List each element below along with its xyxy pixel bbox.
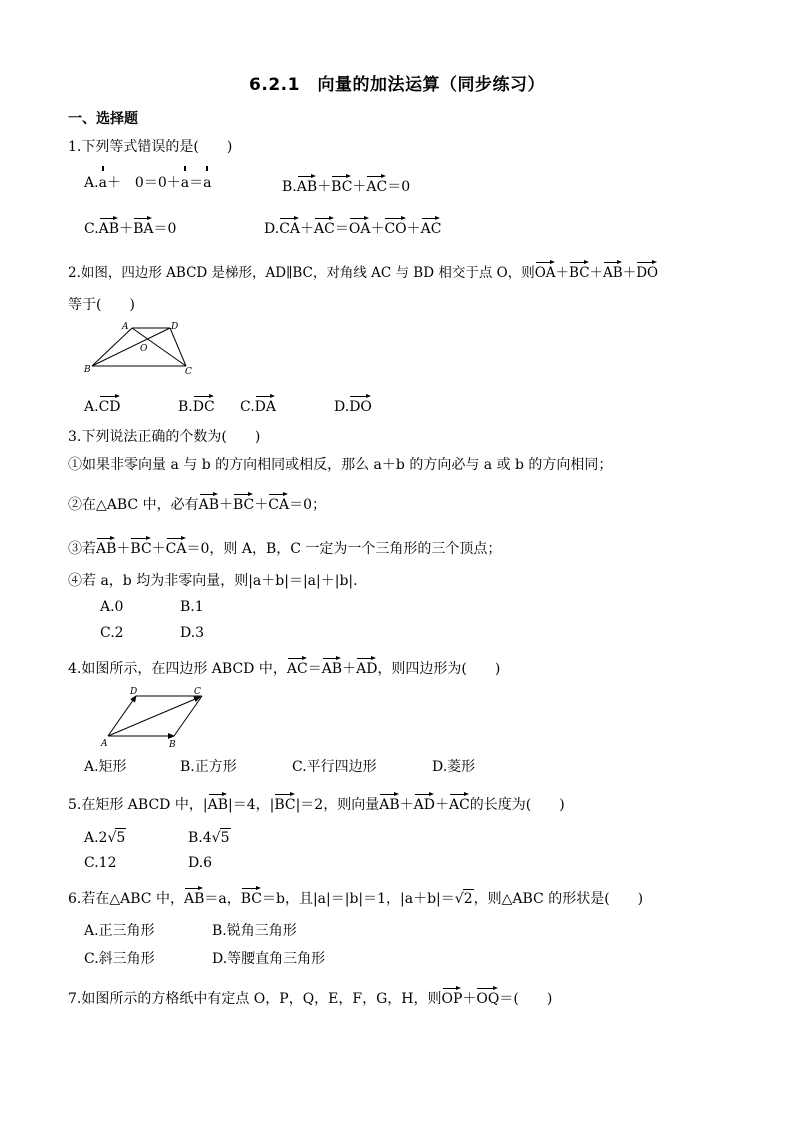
- label-c: C: [194, 687, 201, 697]
- q3-option-c: C.2: [100, 625, 124, 641]
- q3-option-a: A.0: [100, 599, 124, 615]
- q2-option-b: B.DC: [178, 394, 215, 416]
- q4-option-c: C.平行四边形: [292, 759, 377, 775]
- q3-option-d: D.3: [180, 625, 205, 641]
- label-b: B: [84, 365, 91, 375]
- q5-option-d: D.6: [188, 855, 213, 871]
- q4-option-b: B.正方形: [180, 759, 237, 775]
- parallelogram-figure: [96, 684, 214, 750]
- q6-option-a: A.正三角形: [84, 923, 155, 939]
- label-d: D: [171, 322, 179, 332]
- q5-option-c: C.12: [84, 855, 117, 871]
- label-o: O: [140, 344, 148, 354]
- trapezoid-figure: [82, 318, 200, 378]
- q5-option-b: B.4√5: [188, 830, 230, 846]
- q3-statement-2: ②在△ABC 中，必有AB＋BC＋CA＝0；: [68, 492, 326, 514]
- q4-option-a: A.矩形: [84, 759, 127, 775]
- q5-stem: 5.在矩形 ABCD 中，|AB|＝4，|BC|＝2，则向量AB＋AD＋AC的长度为( ): [68, 792, 565, 814]
- q7-stem: 7.如图所示的方格纸中有定点 O，P，Q，E，F，G，H，则OP＋OQ＝( ): [68, 986, 552, 1008]
- q6-option-d: D.等腰直角三角形: [212, 951, 326, 967]
- q5-option-a: A.2√5: [84, 830, 126, 846]
- q2-stem-continued: 等于( ): [68, 297, 135, 313]
- page-title: 6.2.1 向量的加法运算（同步练习）: [249, 75, 545, 95]
- section-heading: 一、选择题: [68, 111, 138, 127]
- label-d: D: [130, 687, 138, 697]
- q3-option-b: B.1: [180, 599, 204, 615]
- q1-option-d: D.CA＋AC＝OA＋CO＋AC: [264, 216, 441, 238]
- q3-statement-3: ③若AB＋BC＋CA＝0，则 A，B，C 一定为一个三角形的三个顶点；: [68, 536, 501, 558]
- q1-option-c: C.AB＋BA＝0: [84, 216, 176, 238]
- q1-option-b: B.AB＋BC＋AC＝0: [282, 174, 410, 196]
- q1-option-a: A.a＋ 0＝0＋a＝a: [84, 175, 212, 191]
- edge-ab: [92, 328, 132, 366]
- label-a: A: [101, 739, 108, 749]
- q2-stem: 2.如图，四边形 ABCD 是梯形，AD∥BC，对角线 AC 与 BD 相交于点 O，则OA＋BC＋AB＋DO: [68, 260, 658, 282]
- q6-stem: 6.若在△ABC 中，AB＝a，BC＝b，且|a|＝|b|＝1，|a＋b|＝√2，则△ABC 的形状是( ): [68, 886, 643, 908]
- q3-statement-4: ④若 a，b 均为非零向量，则|a＋b|＝|a|＋|b|.: [68, 573, 358, 589]
- label-b: B: [169, 740, 176, 750]
- q3-statement-1: ①如果非零向量 a 与 b 的方向相同或相反，那么 a＋b 的方向必与 a 或 b 的方向相同；: [68, 457, 613, 473]
- q2-option-a: A.CD: [84, 394, 121, 416]
- q1-stem: 1.下列等式错误的是( ): [68, 139, 233, 155]
- q4-option-d: D.菱形: [432, 759, 476, 775]
- q4-stem: 4.如图所示，在四边形 ABCD 中，AC＝AB＋AD，则四边形为( ): [68, 656, 500, 678]
- label-a: A: [122, 322, 129, 332]
- q6-option-c: C.斜三角形: [84, 951, 155, 967]
- q3-stem: 3.下列说法正确的个数为( ): [68, 429, 261, 445]
- q6-option-b: B.锐角三角形: [212, 923, 297, 939]
- q2-option-d: D.DO: [334, 394, 372, 416]
- q2-option-c: C.DA: [240, 394, 276, 416]
- label-c: C: [185, 367, 192, 377]
